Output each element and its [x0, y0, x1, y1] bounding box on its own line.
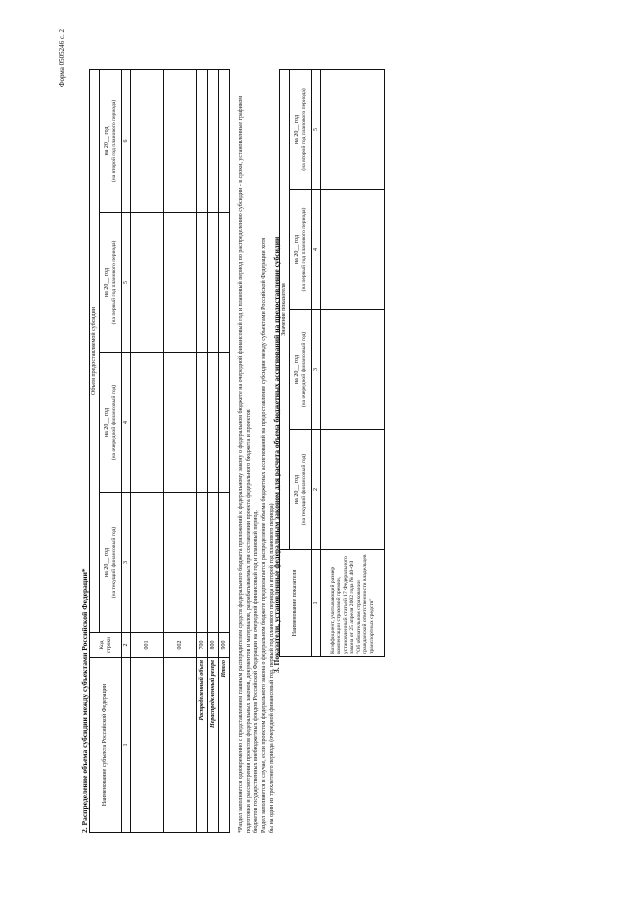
value-cell[interactable] [208, 213, 219, 353]
value-cell[interactable] [131, 353, 164, 493]
header-year-label: на 20__ год [293, 114, 300, 145]
row-code-cell: 900 [219, 633, 230, 658]
subject-name-cell[interactable] [164, 658, 197, 833]
col-number: 1 [122, 658, 131, 833]
col-number: 5 [312, 69, 321, 189]
header-year-note: (на текущий финансовый год) [300, 453, 307, 526]
table-row [164, 69, 197, 832]
total-row [197, 69, 208, 832]
total-row [208, 69, 219, 832]
section3-title: 3. Показатели, установленные федеральным законом для расчета объема бюджетных ассигнований на предоставление субсидии [272, 236, 281, 673]
footnote-line: бюджетов государственных внебюджетных фондов Российской Федерации на очередной финансовый год и плановый период. [253, 510, 260, 833]
header-year-note: (на очередной финансовый год) [300, 331, 307, 408]
col-number: 5 [122, 213, 131, 353]
header-col-current-year [100, 493, 122, 633]
header-year-label: на 20__ год [103, 547, 110, 578]
indicator-name-cell: Коэффициент, учитывающий размер компенсации страховой премии, установленный статьей 17 Федерального закона от 25 апреля 2002 года № 40-ФЗ "Об обязательном страховании гражданской ответственности владельцев транспортных средств" [321, 550, 385, 657]
header-col-current-year [290, 430, 312, 550]
header-year-note: (на текущий финансовый год) [110, 526, 117, 599]
form-code: Форма 0505246 с. 2 [58, 28, 66, 87]
value-cell[interactable] [164, 213, 197, 353]
value-cell[interactable] [164, 69, 197, 212]
col-number: 2 [312, 430, 321, 550]
header-value-group: Значение показателя [280, 69, 290, 549]
footnotes [238, 70, 276, 833]
header-year-label: на 20__ год [293, 234, 300, 265]
total-label: Распределенный объем [197, 658, 208, 833]
value-cell[interactable] [164, 493, 197, 633]
footnote-line: бы на один из трехлетнего периода (очередной финансовый год, первый год планового периода и второй год планового периода) [268, 503, 275, 833]
table-row [321, 69, 385, 656]
subsidy-distribution-table [89, 69, 230, 833]
footnote-line: *Раздел заполняется одновременно с представлением главным распорядителем средств федерального бюджета приложений к федеральному закону о федеральном бюджете на очередной финансовый год и плановый период по распределению субсидии - в сроки, установленные графиком подготовки и рассмотрения проектов федеральных законов, документов и материалов, разрабатываемых при составлении проекта федерального бюджета и проектов [238, 95, 252, 833]
value-cell[interactable] [219, 213, 230, 353]
col-number: 2 [122, 633, 131, 658]
header-year-note: (на первый год планового периода) [300, 207, 307, 292]
header-year-note: (на второй год планового периода) [110, 99, 117, 183]
value-cell[interactable] [131, 213, 164, 353]
value-cell[interactable] [131, 69, 164, 212]
value-cell[interactable] [321, 190, 385, 310]
col-number: 1 [312, 550, 321, 657]
header-col-plan2-year [100, 69, 122, 212]
header-year-label: на 20__ год [103, 407, 110, 438]
header-volume-group: Объем предоставляемой субсидии [90, 69, 100, 632]
value-cell[interactable] [208, 353, 219, 493]
value-cell[interactable] [197, 69, 208, 212]
value-cell[interactable] [208, 69, 219, 212]
value-cell[interactable] [164, 353, 197, 493]
header-year-note: (на первый год планового периода) [110, 240, 117, 325]
header-year-label: на 20__ год [103, 267, 110, 298]
value-cell[interactable] [208, 493, 219, 633]
row-code-cell: 001 [131, 633, 164, 658]
header-indicator-name: Наименование показателя [280, 550, 312, 657]
header-col-plan1-year [290, 190, 312, 310]
section2-title: 2. Распределение объема субсидии между субъектами Российской Федерации* [80, 568, 89, 833]
header-subject-name: Наименование субъекта Российской Федерации [90, 658, 122, 833]
header-year-label: на 20__ год [103, 126, 110, 156]
total-row [219, 69, 230, 832]
value-cell[interactable] [219, 353, 230, 493]
row-code-cell: 002 [164, 633, 197, 658]
header-col-next-year [100, 353, 122, 493]
value-cell[interactable] [321, 69, 385, 189]
row-code-cell: 800 [208, 633, 219, 658]
value-cell[interactable] [197, 213, 208, 353]
value-cell[interactable] [219, 69, 230, 212]
header-col-plan1-year [100, 213, 122, 353]
col-number: 6 [122, 69, 131, 212]
value-cell[interactable] [131, 493, 164, 633]
indicators-table [279, 69, 385, 657]
col-number: 4 [122, 353, 131, 493]
value-cell[interactable] [197, 493, 208, 633]
header-col-plan2-year [290, 69, 312, 189]
value-cell[interactable] [321, 430, 385, 550]
value-cell[interactable] [321, 310, 385, 430]
header-year-note: (на очередной финансовый год) [110, 384, 117, 461]
header-row-code: Код строки [90, 633, 122, 658]
table-row [131, 69, 164, 832]
value-cell[interactable] [197, 353, 208, 493]
header-col-next-year [290, 310, 312, 430]
header-year-label: на 20__ год [293, 354, 300, 385]
header-year-label: на 20__ год [293, 474, 300, 505]
subject-name-cell[interactable] [131, 658, 164, 833]
row-code-cell: 700 [197, 633, 208, 658]
footnote-line: Раздел заполняется в случае, если проектом федерального закона о федеральном бюджете предполагается распределение объема бюджетных ассигнований на предоставление субсидии между субъектами Российской Федерации хотя [261, 237, 268, 833]
col-number: 3 [312, 310, 321, 430]
total-label: Нераспределенный резерв [208, 658, 219, 833]
header-year-note: (на второй год планового периода) [300, 88, 307, 171]
total-label: Итого [219, 658, 230, 833]
col-number: 3 [122, 493, 131, 633]
col-number: 4 [312, 190, 321, 310]
value-cell[interactable] [219, 493, 230, 633]
